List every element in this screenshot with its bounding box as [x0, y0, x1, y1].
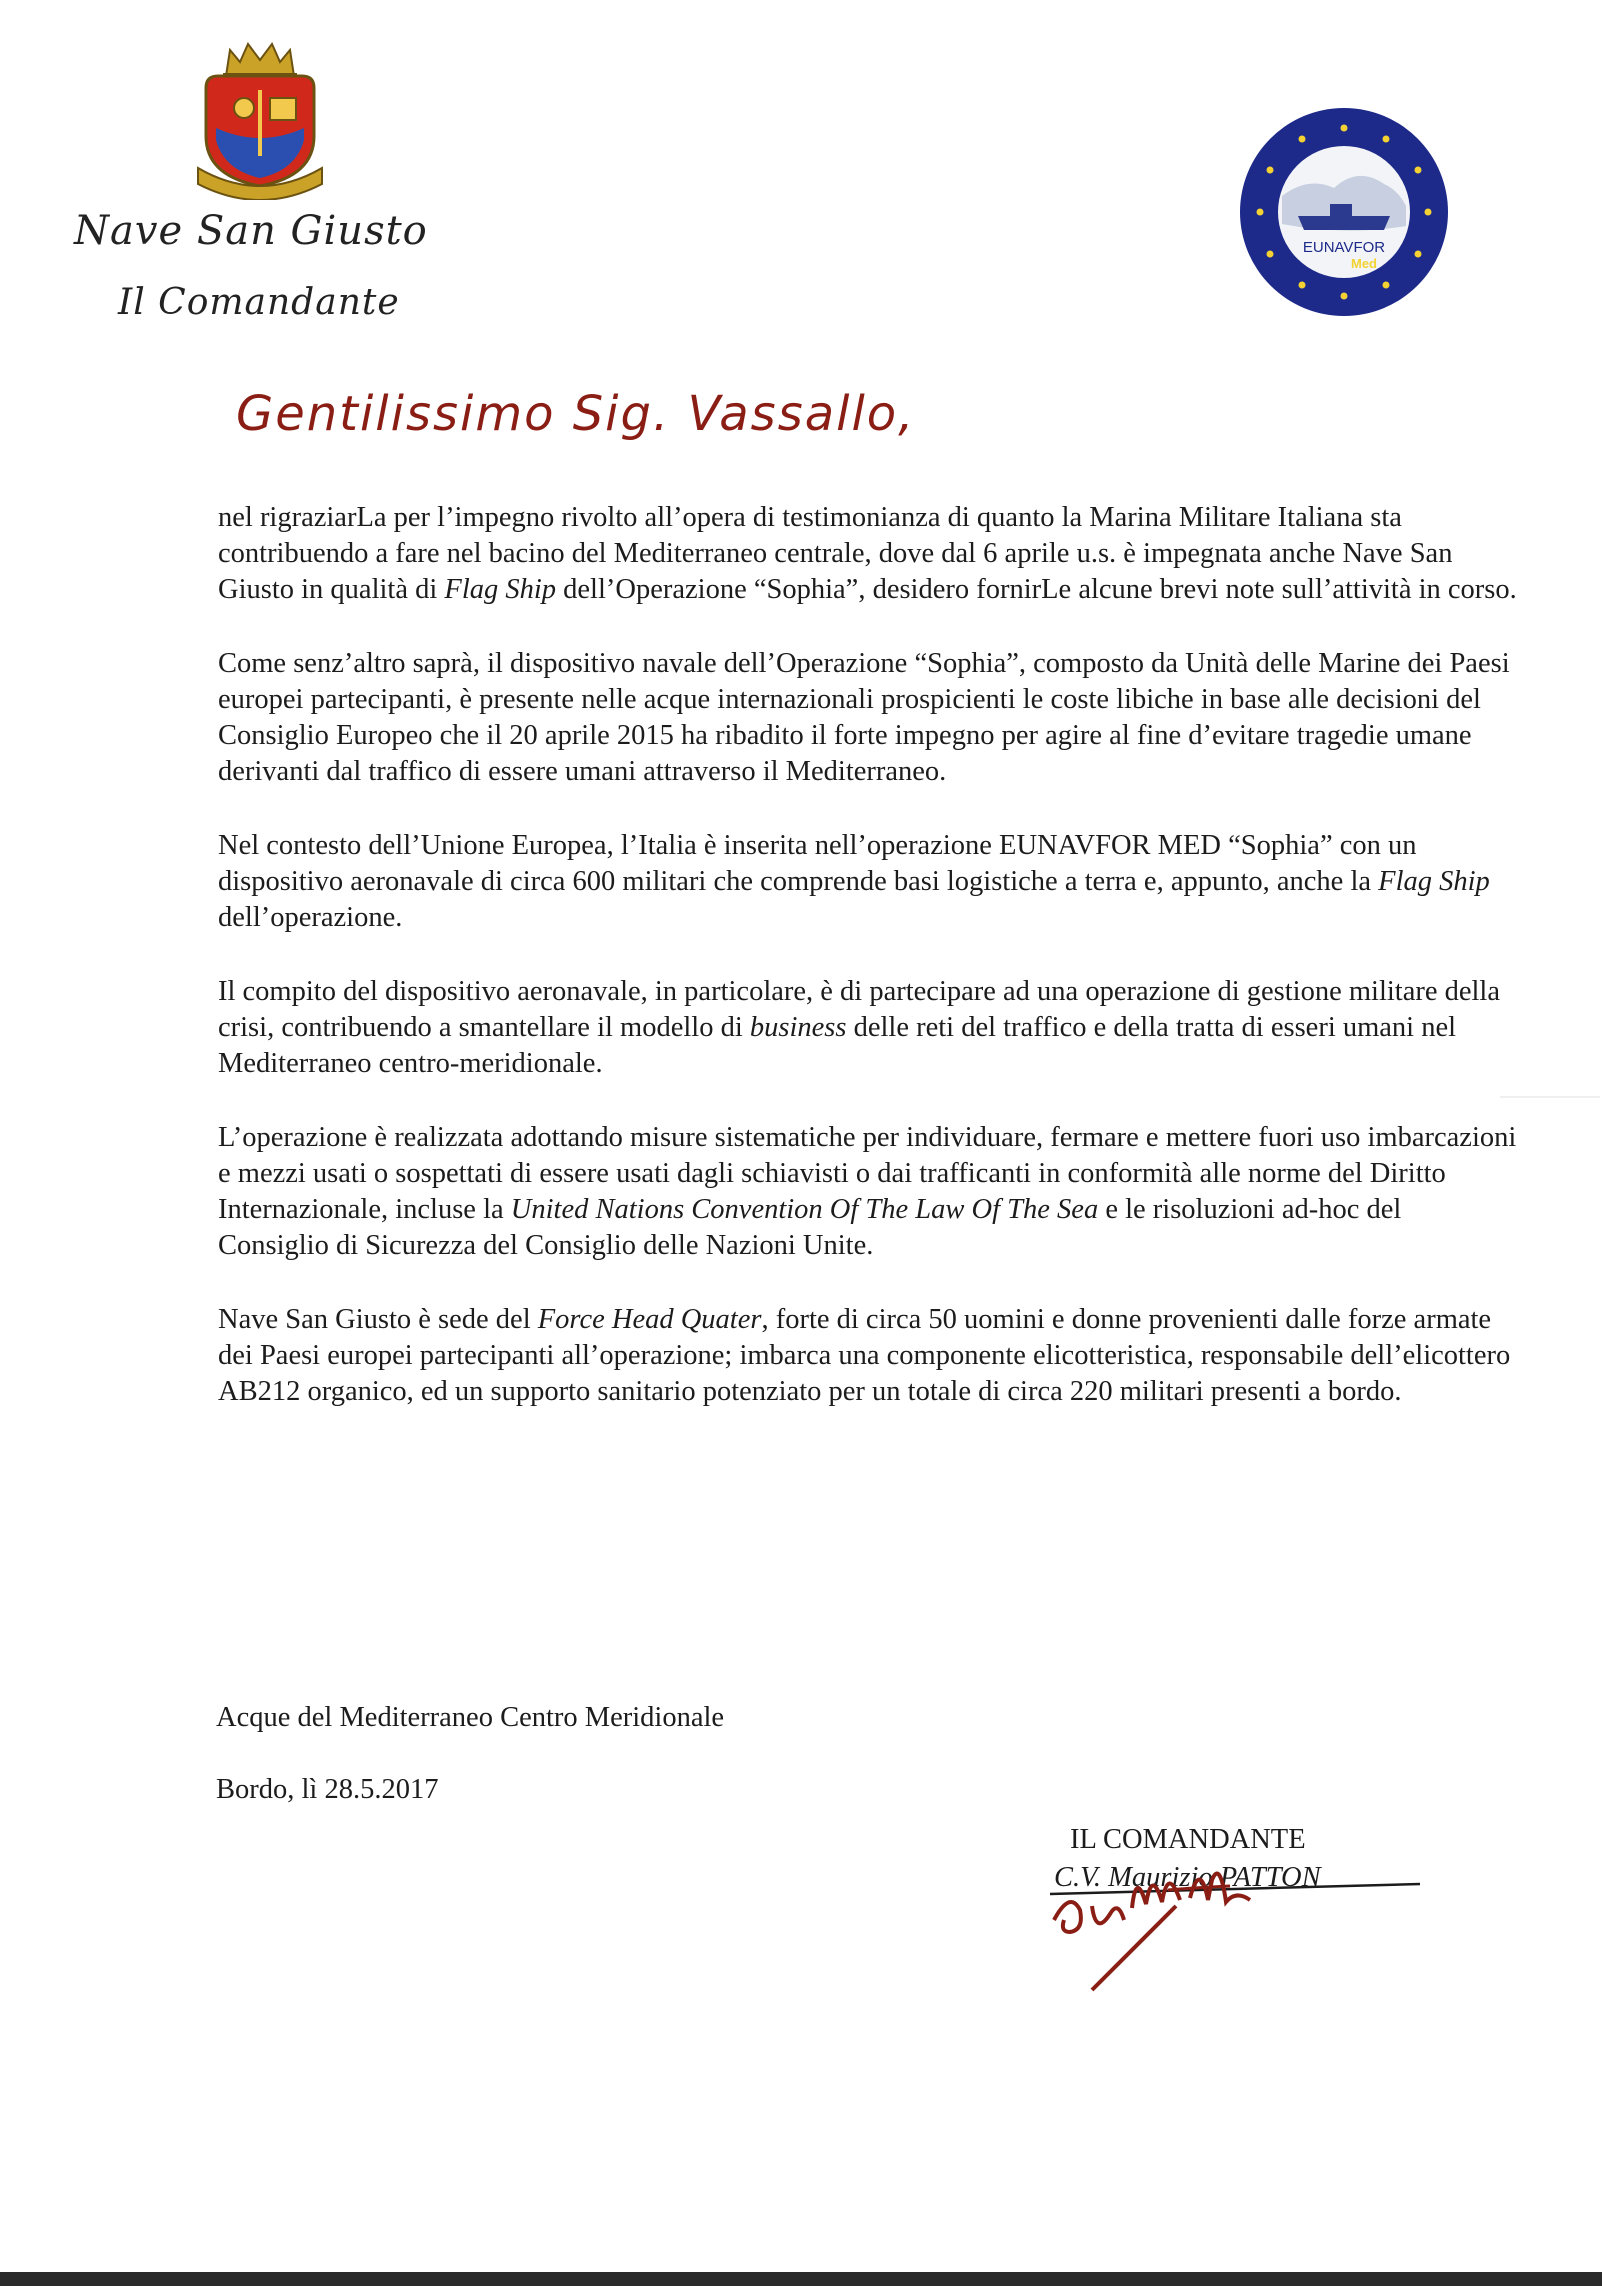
signer-name: C.V. Maurizio PATTON: [1054, 1862, 1321, 1893]
body-paragraph: [218, 828, 1518, 936]
paragraph-text: dell’operazione.: [218, 902, 403, 933]
ship-crest-icon: [186, 36, 334, 200]
body-paragraph: [218, 500, 1518, 608]
paragraph-text: delle reti del traffico e della tratta di esseri umani nel Mediterraneo centro-meridionale.: [218, 1012, 1457, 1079]
italic-phrase: Force Head Quater: [537, 1304, 762, 1335]
italic-phrase: Flag Ship: [1378, 866, 1490, 897]
paragraph-text: Il compito del dispositivo aeronavale, in particolare, è di partecipare ad una operazione di gestione militare della crisi, contribuendo a smantellare il modello di: [218, 976, 1500, 1043]
commander-role: Il Comandante: [118, 282, 400, 323]
logo-text: EUNAVFOR: [1302, 239, 1386, 256]
letter-body: [218, 500, 1518, 1448]
logo-subtext: Med: [1351, 256, 1377, 271]
body-paragraph: [218, 974, 1518, 1082]
signer-title: IL COMANDANTE: [1070, 1824, 1306, 1855]
paragraph-text: Come senz’altro saprà, il dispositivo navale dell’Operazione “Sophia”, composto da Unità delle Marine dei Paesi europei partecipanti, è presente nelle acque internazionali prospicienti le coste libiche in base alle decisioni del Consiglio Europeo che il 20 aprile 2015 ha ribadito il forte impegno per agire al fine d’evitare tragedie umane derivanti dal traffico di essere umani attraverso il Mediterraneo.: [218, 648, 1510, 787]
paragraph-text: L’operazione è realizzata adottando misure sistematiche per individuare, fermare e mettere fuori uso imbarcazioni e mezzi usati o sospettati di essere usati dagli schiavisti o dai trafficanti in conformità alle norme del Diritto Internazionale, incluse la: [218, 1122, 1517, 1225]
italic-phrase: United Nations Convention Of The Law Of The Sea: [510, 1194, 1099, 1225]
closing-date: Bordo, lì 28.5.2017: [216, 1774, 439, 1805]
paragraph-text: nel rigraziarLa per l’impegno rivolto all’opera di testimonianza di quanto la Marina Militare Italiana sta contribuendo a fare nel bacino del Mediterraneo centrale, dove dal 6 aprile u.s. è impegnata anche Nave San Giusto in qualità di: [218, 502, 1453, 605]
body-paragraph: [218, 1302, 1518, 1410]
fold-mark: [1500, 1096, 1600, 1098]
paragraph-text: , forte di circa 50 uomini e donne provenienti dalle forze armate dei Paesi europei partecipanti all’operazione; imbarca una componente elicotteristica, responsabile dell’elicottero AB212 organico, ed un supporto sanitario potenziato per un totale di circa 220 militari presenti a bordo.: [218, 1304, 1511, 1407]
body-paragraph: [218, 1120, 1518, 1264]
italic-phrase: business: [749, 1012, 847, 1043]
eunavfor-med-logo: [1238, 106, 1450, 318]
italic-phrase: Flag Ship: [444, 574, 557, 605]
closing-place: Acque del Mediterraneo Centro Meridionale: [216, 1702, 725, 1733]
paragraph-text: e le risoluzioni ad-hoc del Consiglio di Sicurezza del Consiglio delle Nazioni Unite.: [218, 1194, 1402, 1261]
body-paragraph: [218, 646, 1518, 790]
ship-name: Nave San Giusto: [74, 208, 428, 254]
paragraph-text: Nave San Giusto è sede del: [218, 1304, 538, 1335]
handwritten-salutation: Gentilissimo Sig. Vassallo,: [236, 386, 916, 442]
handwritten-signature: [1040, 1850, 1440, 2000]
paragraph-text: dell’Operazione “Sophia”, desidero fornirLe alcune brevi note sull’attività in corso.: [556, 574, 1517, 605]
paragraph-text: Nel contesto dell’Unione Europea, l’Italia è inserita nell’operazione EUNAVFOR MED “Sophia” con un dispositivo aeronavale di circa 600 militari che comprende basi logistiche a terra e, appunto, anche la: [218, 830, 1417, 897]
bottom-edge: [0, 2272, 1602, 2286]
